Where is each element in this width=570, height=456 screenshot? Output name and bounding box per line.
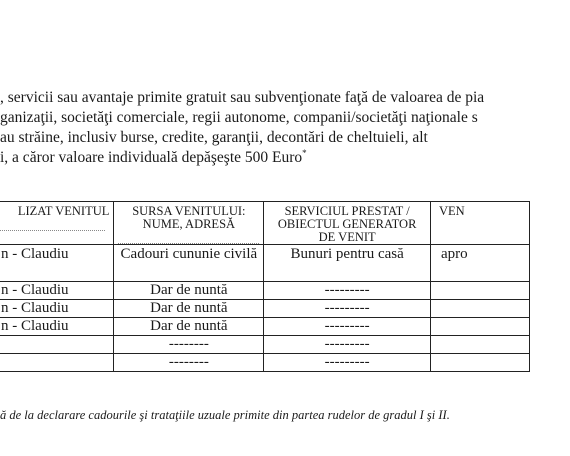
header-service-text: SERVICIUL PRESTAT / OBIECTUL GENERATOR DE VENIT <box>277 204 417 244</box>
income-table <box>0 201 530 372</box>
cell-source: -------- <box>114 354 264 372</box>
table-row <box>0 318 530 336</box>
footnote: ă de la declarare cadourile şi trataţiile uzuale primite din partea rudelor de gradul I şi II. <box>0 408 450 422</box>
cell-income <box>430 336 529 354</box>
table-row <box>0 300 530 318</box>
intro-line-4 <box>0 148 570 168</box>
cell-beneficiary <box>0 354 114 372</box>
intro-paragraph <box>0 88 570 168</box>
header-row <box>0 202 530 245</box>
cell-source: Dar de nuntă <box>114 300 264 318</box>
header-service <box>264 202 431 245</box>
cell-beneficiary: n - Claudiu <box>0 318 114 336</box>
header-dots <box>118 231 259 244</box>
cell-income <box>430 300 529 318</box>
cell-beneficiary: n - Claudiu <box>0 282 114 300</box>
table-row <box>0 354 530 372</box>
table-row <box>0 336 530 354</box>
intro-line-2: ganizaţii, societăţi comerciale, regii autonome, companii/societăţi naţionale s <box>0 109 478 126</box>
cell-source: Dar de nuntă <box>114 282 264 300</box>
header-income: VEN <box>430 202 529 245</box>
table-body <box>0 245 530 372</box>
cell-beneficiary: n - Claudiu <box>0 300 114 318</box>
intro-line-1: , servicii sau avantaje primite gratuit sau subvenţionate faţă de valoarea de pia <box>0 89 485 106</box>
cell-income: apro <box>430 245 529 282</box>
cell-service: --------- <box>264 336 431 354</box>
cell-income <box>430 282 529 300</box>
header-beneficiary: LIZAT VENITUL <box>0 202 114 245</box>
cell-source: Dar de nuntă <box>114 318 264 336</box>
cell-service: --------- <box>264 354 431 372</box>
cell-income <box>430 354 529 372</box>
header-source <box>114 202 264 245</box>
intro-line-4-text: i, a căror valoare individuală depăşeşte 500 Euro <box>0 149 303 166</box>
cell-income <box>430 318 529 336</box>
cell-service: Bunuri pentru casă <box>264 245 431 282</box>
cell-source: Cadouri cununie civilă <box>114 245 264 282</box>
intro-line-3: au străine, inclusiv burse, credite, garanţii, decontări de cheltuieli, alt <box>0 129 428 146</box>
cell-service: --------- <box>264 282 431 300</box>
table-row <box>0 282 530 300</box>
table-row <box>0 245 530 282</box>
cell-beneficiary: n - Claudiu <box>0 245 114 282</box>
header-dots <box>0 218 105 231</box>
asterisk-mark: * <box>302 147 307 158</box>
header-source-text: SURSA VENITULUI: NUME, ADRESĂ <box>132 204 246 231</box>
cell-beneficiary <box>0 336 114 354</box>
cell-service: --------- <box>264 300 431 318</box>
cell-source: -------- <box>114 336 264 354</box>
cell-service: --------- <box>264 318 431 336</box>
